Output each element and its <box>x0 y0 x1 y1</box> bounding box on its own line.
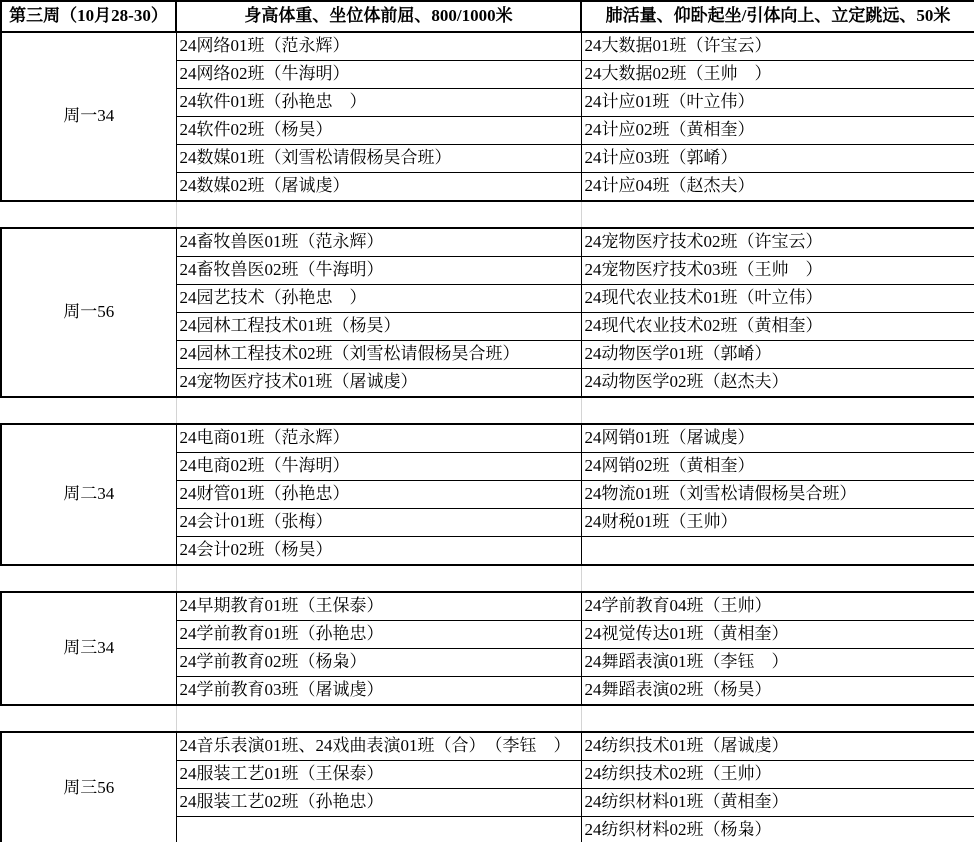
cell-afternoon-class: 24现代农业技术02班（黄相奎） <box>581 313 974 341</box>
cell-morning-class: 24财管01班（孙艳忠） <box>176 481 581 509</box>
cell-afternoon-class: 24宠物医疗技术02班（许宝云） <box>581 228 974 257</box>
header-morning-tests: 身高体重、坐位体前屈、800/1000米 <box>176 1 581 32</box>
spacer-cell <box>176 201 581 228</box>
cell-afternoon-class: 24视觉传达01班（黄相奎） <box>581 621 974 649</box>
cell-morning-class: 24园林工程技术02班（刘雪松请假杨昊合班） <box>176 341 581 369</box>
cell-morning-class: 24软件02班（杨昊） <box>176 117 581 145</box>
cell-morning-class: 24园艺技术（孙艳忠 ） <box>176 285 581 313</box>
cell-afternoon-class: 24纺织技术02班（王帅） <box>581 761 974 789</box>
spacer-cell <box>1 565 176 592</box>
cell-morning-class: 24宠物医疗技术01班（屠诚虔） <box>176 369 581 398</box>
cell-afternoon-class: 24网销01班（屠诚虔） <box>581 424 974 453</box>
block-label: 周三34 <box>1 592 176 705</box>
spacer-row <box>1 201 974 228</box>
cell-afternoon-class: 24动物医学01班（郭崤） <box>581 341 974 369</box>
table-row <box>1 592 974 621</box>
cell-morning-class: 24服装工艺02班（孙艳忠） <box>176 789 581 817</box>
header-week-label: 第三周（10月28-30） <box>1 1 176 32</box>
block-label: 周二34 <box>1 424 176 565</box>
cell-morning-class: 24学前教育02班（杨枭） <box>176 649 581 677</box>
spacer-cell <box>581 705 974 732</box>
cell-afternoon-class: 24财税01班（王帅） <box>581 509 974 537</box>
cell-afternoon-class: 24舞蹈表演02班（杨昊） <box>581 677 974 706</box>
block-label: 周三56 <box>1 732 176 842</box>
spacer-cell <box>581 565 974 592</box>
cell-morning-class: 24早期教育01班（王保泰） <box>176 592 581 621</box>
spacer-cell <box>581 201 974 228</box>
cell-morning-class: 24数媒02班（屠诚虔） <box>176 173 581 202</box>
cell-morning-class: 24电商02班（牛海明） <box>176 453 581 481</box>
cell-afternoon-class: 24纺织材料01班（黄相奎） <box>581 789 974 817</box>
cell-afternoon-class: 24计应04班（赵杰夫） <box>581 173 974 202</box>
cell-afternoon-class: 24计应03班（郭崤） <box>581 145 974 173</box>
cell-morning-class: 24会计01班（张梅） <box>176 509 581 537</box>
block-label: 周一56 <box>1 228 176 397</box>
spacer-row <box>1 565 974 592</box>
cell-morning-class: 24学前教育03班（屠诚虔） <box>176 677 581 706</box>
schedule-body <box>1 32 974 842</box>
cell-morning-class: 24服装工艺01班（王保泰） <box>176 761 581 789</box>
table-row <box>1 228 974 257</box>
spacer-cell <box>1 397 176 424</box>
cell-morning-class: 24网络02班（牛海明） <box>176 61 581 89</box>
cell-morning-class: 24音乐表演01班、24戏曲表演01班（合） （李钰 ） <box>176 732 581 761</box>
cell-afternoon-class: 24学前教育04班（王帅） <box>581 592 974 621</box>
cell-afternoon-class: 24纺织技术01班（屠诚虔） <box>581 732 974 761</box>
spacer-cell <box>1 705 176 732</box>
cell-morning-class: 24会计02班（杨昊） <box>176 537 581 566</box>
cell-morning-class: 24畜牧兽医02班（牛海明） <box>176 257 581 285</box>
spacer-row <box>1 705 974 732</box>
cell-morning-class: 24学前教育01班（孙艳忠） <box>176 621 581 649</box>
cell-morning-class: 24网络01班（范永辉） <box>176 32 581 61</box>
spacer-cell <box>176 397 581 424</box>
cell-morning-class: 24畜牧兽医01班（范永辉） <box>176 228 581 257</box>
cell-morning-class: 24数媒01班（刘雪松请假杨昊合班） <box>176 145 581 173</box>
spacer-cell <box>581 397 974 424</box>
spacer-cell <box>176 565 581 592</box>
spacer-row <box>1 397 974 424</box>
table-row <box>1 732 974 761</box>
cell-afternoon-class: 24舞蹈表演01班（李钰 ） <box>581 649 974 677</box>
table-row <box>1 424 974 453</box>
spacer-cell <box>1 201 176 228</box>
cell-morning-class: 24园林工程技术01班（杨昊） <box>176 313 581 341</box>
spacer-cell <box>176 705 581 732</box>
table-row <box>1 32 974 61</box>
block-label: 周一34 <box>1 32 176 201</box>
cell-afternoon-class: 24大数据01班（许宝云） <box>581 32 974 61</box>
cell-morning-class <box>176 817 581 842</box>
cell-morning-class: 24软件01班（孙艳忠 ） <box>176 89 581 117</box>
header-row <box>1 1 974 32</box>
cell-afternoon-class: 24动物医学02班（赵杰夫） <box>581 369 974 398</box>
cell-afternoon-class: 24现代农业技术01班（叶立伟） <box>581 285 974 313</box>
header-afternoon-tests: 肺活量、仰卧起坐/引体向上、立定跳远、50米 <box>581 1 974 32</box>
cell-afternoon-class: 24物流01班（刘雪松请假杨昊合班） <box>581 481 974 509</box>
cell-afternoon-class <box>581 537 974 566</box>
cell-afternoon-class: 24计应02班（黄相奎） <box>581 117 974 145</box>
cell-morning-class: 24电商01班（范永辉） <box>176 424 581 453</box>
cell-afternoon-class: 24大数据02班（王帅 ） <box>581 61 974 89</box>
cell-afternoon-class: 24网销02班（黄相奎） <box>581 453 974 481</box>
cell-afternoon-class: 24计应01班（叶立伟） <box>581 89 974 117</box>
cell-afternoon-class: 24宠物医疗技术03班（王帅 ） <box>581 257 974 285</box>
cell-afternoon-class: 24纺织材料02班（杨枭） <box>581 817 974 842</box>
